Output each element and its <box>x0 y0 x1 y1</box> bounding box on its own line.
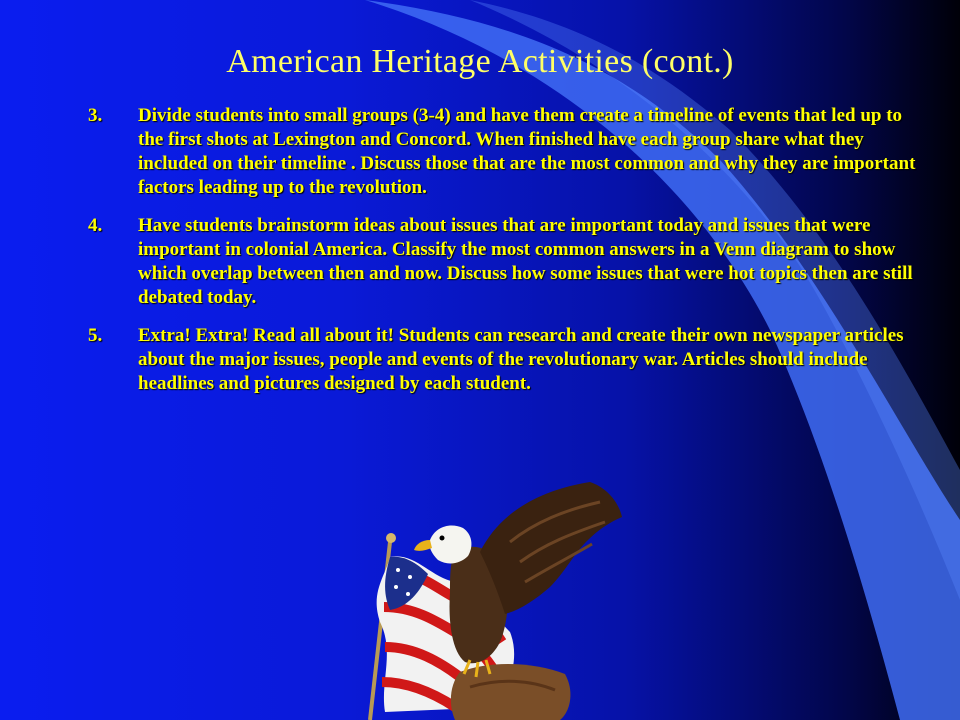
activity-list <box>88 104 918 410</box>
list-item <box>88 214 918 310</box>
slide-title: American Heritage Activities (cont.) <box>226 43 734 80</box>
list-item <box>88 324 918 396</box>
eagle-flag-icon <box>360 482 622 720</box>
item-text: Divide students into small groups (3-4) and have them create a timeline of events that led up to the first shots at Lexington and Concord. When finished have each group share what they included on their timeline . Discuss those that are the most common and why they are important factors leading up to the revolution. <box>138 105 916 198</box>
item-text: Have students brainstorm ideas about issues that are important today and issues that were important in colonial America. Classify the most common answers in a Venn diagram to show which overlap between then and now. Discuss how some issues that were hot topics then are still debated today. <box>138 215 913 308</box>
item-number: 5. <box>88 325 103 346</box>
list-item <box>88 104 918 200</box>
item-number: 4. <box>88 215 103 236</box>
item-number: 3. <box>88 105 103 126</box>
item-text: Extra! Extra! Read all about it! Students can research and create their own newspaper articles about the major issues, people and events of the revolutionary war. Articles should include headlines and pictures designed by each student. <box>138 325 904 394</box>
